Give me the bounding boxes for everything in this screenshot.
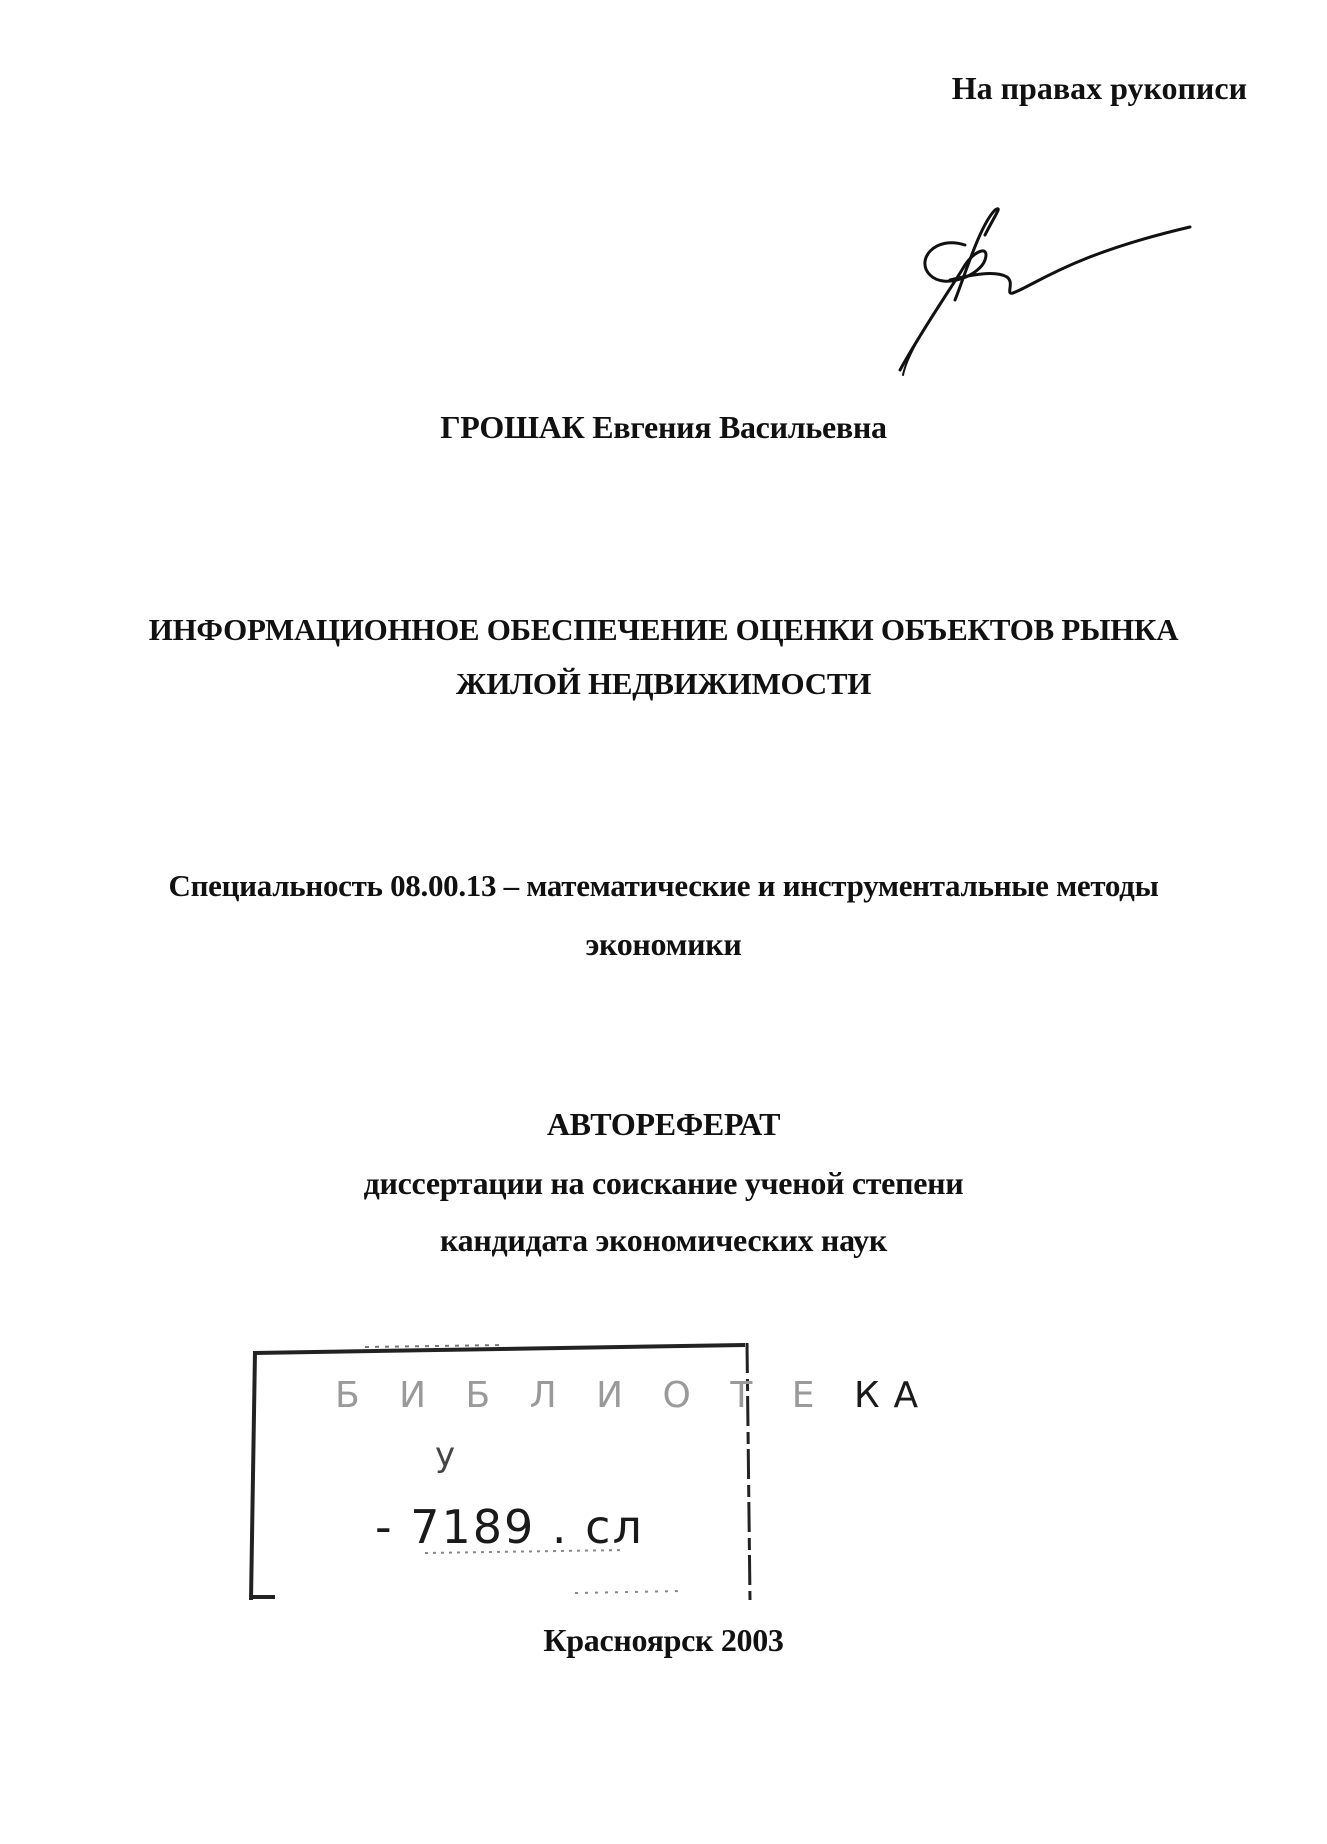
stamp-visible-letters: КА <box>853 1375 933 1416</box>
specialty-line-2: экономики <box>585 926 742 962</box>
stamp-library-word <box>335 1375 932 1416</box>
stamp-faded-letters: Б И Б Л И О Т Е <box>335 1375 854 1416</box>
specialty-line-1: Специальность 08.00.13 – математические и инструментальные методы <box>168 868 1159 903</box>
thesis-title-line-1: ИНФОРМАЦИОННОЕ ОБЕСПЕЧЕНИЕ ОЦЕНКИ ОБЪЕКТОВ РЫНКА <box>148 612 1179 647</box>
abstract-degree-line-1: диссертации на соискание ученой степени <box>363 1165 964 1201</box>
thesis-title-line-2: ЖИЛОЙ НЕДВИЖИМОСТИ <box>455 666 872 701</box>
abstract-heading: АВТОРЕФЕРАТ <box>546 1106 781 1142</box>
author-name: ГРОШАК Евгения Васильевна <box>440 409 887 445</box>
city-year: Красноярск 2003 <box>543 1622 784 1658</box>
rights-notice: На правах рукописи <box>951 70 1247 106</box>
author-signature <box>895 205 1195 380</box>
abstract-degree-line-2: кандидата экономических наук <box>440 1222 887 1258</box>
stamp-second-line: у <box>435 1435 456 1475</box>
library-stamp <box>245 1335 933 1610</box>
stamp-number: - 7189 . сл <box>375 1500 644 1554</box>
